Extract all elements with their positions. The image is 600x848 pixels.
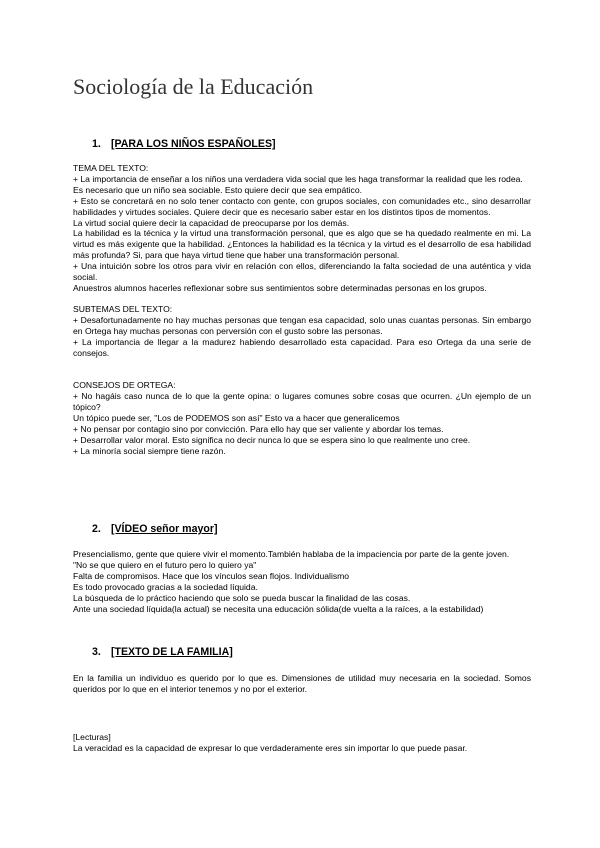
section-2-body	[73, 549, 531, 614]
paragraph: CONSEJOS DE ORTEGA:	[73, 380, 176, 391]
lecturas-block	[73, 732, 531, 754]
paragraph: + No pensar por contagio sino por convicción. Para ello hay que ser valiente y abordar los temas.	[73, 424, 444, 435]
section-title: [VÍDEO señor mayor]	[110, 523, 218, 535]
paragraph: + La importancia de enseñar a los niños una verdadera vida social que les haga transformar la realidad que les rodea.	[73, 173, 523, 184]
paragraph: [Lecturas]	[73, 732, 111, 742]
page-title: Sociología de la Educación	[73, 74, 314, 99]
paragraph: SUBTEMAS DEL TEXTO:	[73, 303, 173, 314]
paragraph: Ante una sociedad líquida(la actual) se necesita una educación sólida(de vuelta a la raíces, a la estabilidad)	[73, 603, 484, 614]
paragraph: + La importancia de llegar a la madurez habiendo desarrollado esta capacidad. Para eso Ortega da una serie de consejos.	[73, 336, 531, 358]
section-number: 1.	[92, 138, 101, 150]
paragraph: Un tópico puede ser, "Los de PODEMOS son así" Esto va a hacer que generalicemos	[73, 413, 400, 424]
paragraph: TEMA DEL TEXTO:	[73, 163, 149, 173]
paragraph: + No hagáis caso nunca de lo que la gente opina: o lugares comunes sobre cosas que ocurren. ¿Un ejemplo de un tópico?	[73, 391, 531, 413]
paragraph: La búsqueda de lo práctico haciendo que solo se pueda buscar la finalidad de las cosas.	[73, 592, 411, 603]
paragraph: En la familia un individuo es querido por lo que es. Dimensiones de utilidad muy necesaria en la sociedad. Somos queridos por lo que en el interior tenemos y no por el exterior.	[73, 673, 531, 694]
section-heading-3	[92, 646, 233, 658]
paragraph: Anuestros alumnos hacerles reflexionar sobre sus sentimientos sobre determinadas personas en los grupos.	[73, 282, 487, 293]
paragraph: + Desafortunadamente no hay muchas personas que tengan esa capacidad, solo unas cuantas personas. Sin embargo en Ortega hay muchas personas con perversión con el gusto sobre las personas.	[73, 314, 531, 336]
section-title: [TEXTO DE LA FAMILIA]	[110, 646, 233, 658]
section-3-body	[73, 673, 531, 695]
paragraph: Presencialismo, gente que quiere vivir el momento.También hablaba de la impaciencia por parte de la gente joven.	[73, 549, 510, 559]
paragraph: La virtud social quiere decir la capacidad de preocuparse por los demás.	[73, 217, 350, 228]
section-1-body	[73, 163, 531, 457]
section-number: 2.	[92, 523, 101, 535]
paragraph: La veracidad es la capacidad de expresar lo que verdaderamente eres sin importar lo que puede pasar.	[73, 742, 468, 753]
paragraph: Es todo provocado gracias a la sociedad líquida.	[73, 581, 258, 592]
paragraph: + Desarrollar valor moral. Esto significa no decir nunca lo que se espera sino lo que realmente uno cree.	[73, 434, 471, 445]
paragraph: + Esto se concretará en no solo tener contacto con gente, con grupos sociales, con comunidades etc., sino desarrollar habilidades y virtudes sociales. Quiere decir que es necesario saber estar en los distintos tipos de momentos.	[73, 195, 531, 217]
paragraph: Falta de compromisos. Hace que los vínculos sean flojos. Individualismo	[73, 570, 350, 581]
paragraph: La habilidad es la técnica y la virtud una transformación personal, que es algo que se ha quedado realmente en mi. La virtud es más exigente que la habilidad. ¿Entonces la habilidad es la técnica y la virtud es el desarrollo de esa habilidad más profunda? Si, para que haya virtud tiene que haber una transformación personal.	[73, 228, 531, 261]
section-heading-1	[92, 138, 276, 150]
paragraph: Es necesario que un niño sea sociable. Esto quiere decir que sea empático.	[73, 184, 363, 195]
section-number: 3.	[92, 646, 101, 658]
paragraph: + La minoría social siempre tiene razón.	[73, 445, 226, 456]
section-heading-2	[92, 523, 218, 535]
paragraph: + Una intuición sobre los otros para vivir en relación con ellos, diferenciando la falta sociedad de una auténtica y vida social.	[73, 261, 531, 283]
paragraph: "No se que quiero en el futuro pero lo quiero ya"	[73, 559, 257, 570]
section-title: [PARA LOS NIÑOS ESPAÑOLES]	[110, 138, 276, 150]
